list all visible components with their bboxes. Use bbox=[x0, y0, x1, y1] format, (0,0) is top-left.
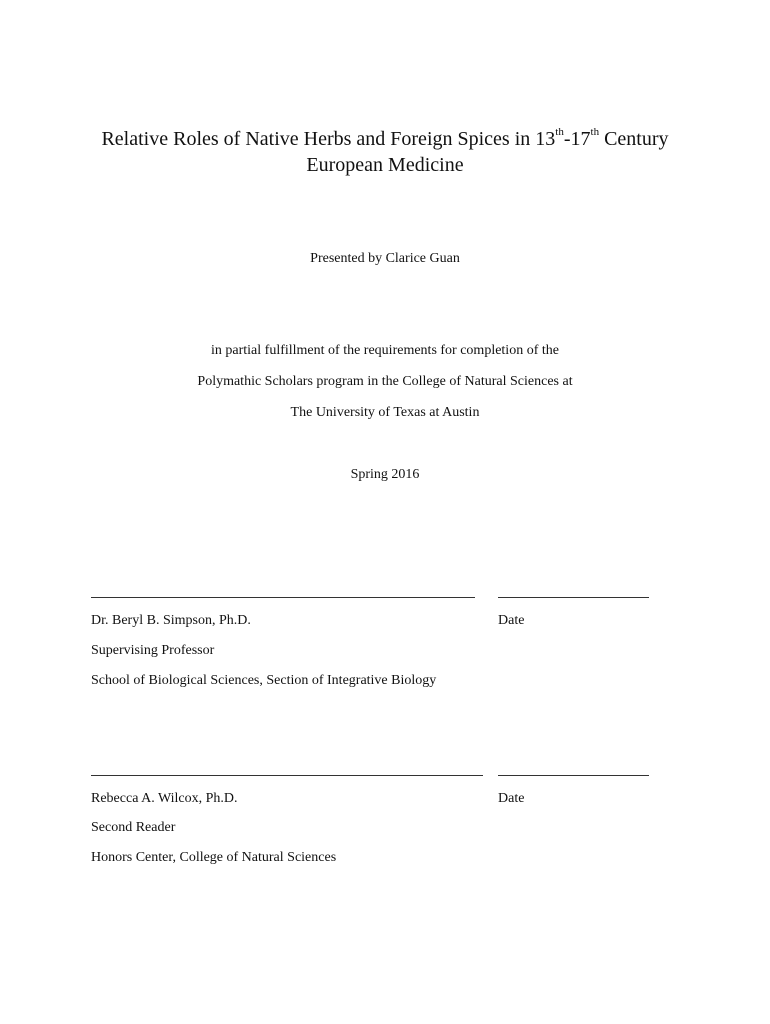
date-label: Date bbox=[498, 791, 525, 806]
term: Spring 2016 bbox=[350, 467, 420, 482]
presented-by: Presented by Clarice Guan bbox=[310, 251, 460, 266]
signer-name: Dr. Beryl B. Simpson, Ph.D. bbox=[91, 613, 251, 628]
thesis-title-line-2: European Medicine bbox=[306, 154, 464, 176]
thesis-title-line-1 bbox=[0, 126, 770, 152]
signature-line bbox=[91, 775, 483, 776]
signer-role: Supervising Professor bbox=[91, 643, 215, 658]
title-text-suffix: Century bbox=[599, 128, 669, 150]
title-text-17: -17 bbox=[563, 128, 591, 150]
signer-affiliation: Honors Center, College of Natural Sciences bbox=[91, 850, 337, 865]
date-line bbox=[498, 775, 649, 776]
title-superscript-2: th bbox=[590, 126, 600, 139]
signer-affiliation: School of Biological Sciences, Section of Integrative Biology bbox=[91, 673, 437, 688]
fulfillment-line-1: in partial fulfillment of the requirements for completion of the bbox=[211, 343, 559, 358]
signature-line bbox=[91, 597, 475, 598]
signer-name: Rebecca A. Wilcox, Ph.D. bbox=[91, 791, 238, 806]
fulfillment-line-2: Polymathic Scholars program in the College of Natural Sciences at bbox=[197, 374, 573, 389]
title-text-prefix: Relative Roles of Native Herbs and Foreign Spices in 13 bbox=[101, 128, 556, 150]
title-superscript-1: th bbox=[555, 126, 564, 139]
signer-role: Second Reader bbox=[91, 820, 176, 835]
date-label: Date bbox=[498, 613, 525, 628]
fulfillment-line-3: The University of Texas at Austin bbox=[290, 405, 480, 420]
date-line bbox=[498, 597, 649, 598]
